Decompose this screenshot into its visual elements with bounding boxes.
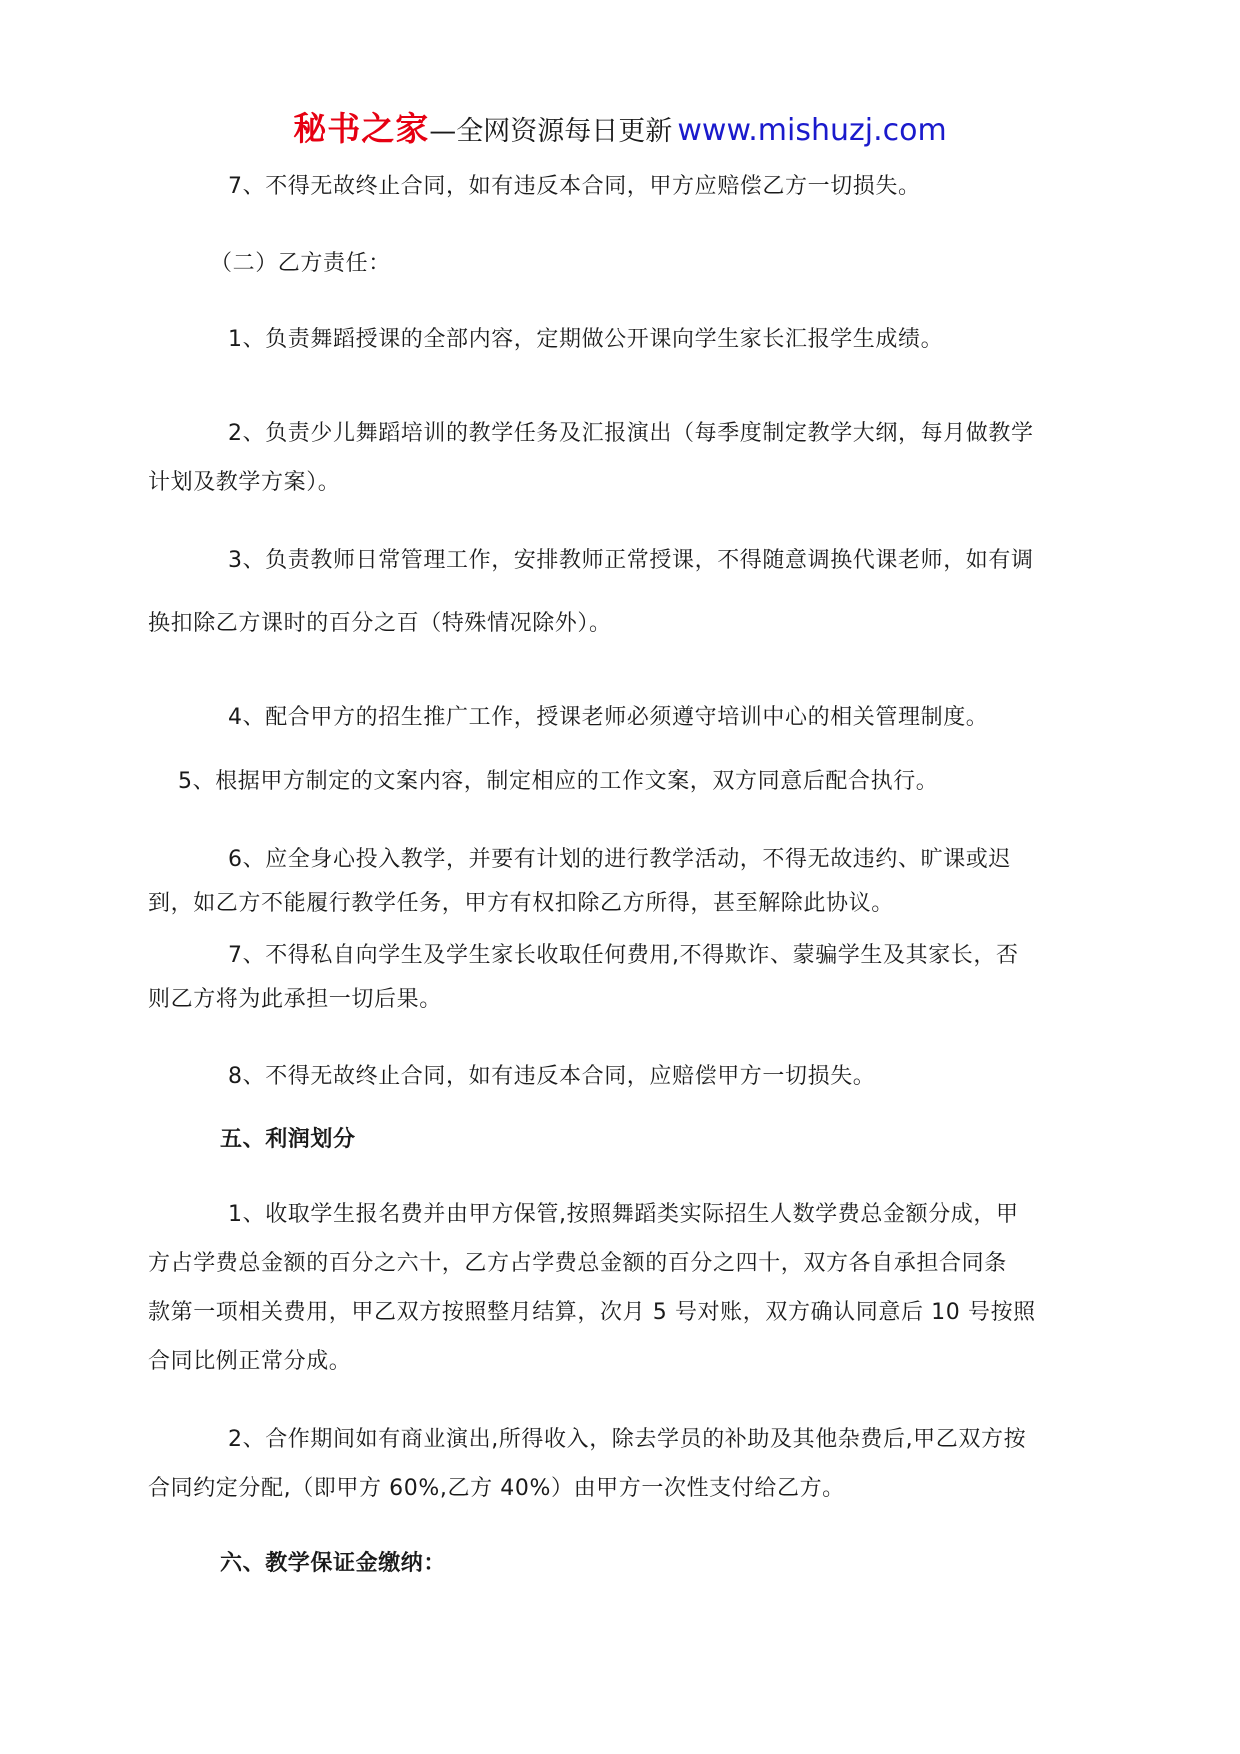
paragraph-b3-line2: 换扣除乙方课时的百分之百（特殊情况除外）。 (148, 611, 612, 636)
paragraph-b2-line1: 2、负责少儿舞蹈培训的教学任务及汇报演出（每季度制定教学大纲，每月做教学 (228, 421, 1034, 446)
paragraph-profit1-line2: 方占学费总金额的百分之六十，乙方占学费总金额的百分之四十，双方各自承担合同条 (148, 1251, 1007, 1276)
paragraph-profit1-line4: 合同比例正常分成。 (148, 1349, 352, 1374)
section-heading-party-b: （二）乙方责任： (210, 251, 391, 276)
brand-name: 秘书之家 (293, 109, 430, 148)
paragraph-b1: 1、负责舞蹈授课的全部内容，定期做公开课向学生家长汇报学生成绩。 (228, 327, 944, 352)
paragraph-profit1-line3: 款第一项相关费用，甲乙双方按照整月结算，次月 5 号对账，双方确认同意后 10 号按照 (148, 1300, 1036, 1325)
paragraph-b6-line1: 6、应全身心投入教学，并要有计划的进行教学活动，不得无故违约、旷课或迟 (228, 847, 1011, 872)
paragraph-b6-line2: 到，如乙方不能履行教学任务，甲方有权扣除乙方所得，甚至解除此协议。 (148, 891, 894, 916)
paragraph-7-party-a: 7、不得无故终止合同，如有违反本合同，甲方应赔偿乙方一切损失。 (228, 174, 921, 199)
paragraph-b8: 8、不得无故终止合同，如有违反本合同，应赔偿甲方一切损失。 (228, 1064, 876, 1089)
paragraph-b3-line1: 3、负责教师日常管理工作，安排教师正常授课，不得随意调换代课老师，如有调 (228, 548, 1034, 573)
site-header (0, 103, 1240, 150)
paragraph-profit1-line1: 1、收取学生报名费并由甲方保管,按照舞蹈类实际招生人数学费总金额分成，甲 (228, 1202, 1019, 1227)
section-heading-deposit: 六、教学保证金缴纳： (220, 1551, 447, 1576)
paragraph-b7-line1: 7、不得私自向学生及学生家长收取任何费用,不得欺诈、蒙骗学生及其家长，否 (228, 943, 1019, 968)
paragraph-profit2-line2: 合同约定分配,（即甲方 60%,乙方 40%）由甲方一次性支付给乙方。 (148, 1476, 845, 1501)
site-url-link[interactable]: www.mishuzj.com (677, 113, 947, 148)
paragraph-b2-line2: 计划及教学方案）。 (148, 470, 341, 495)
header-tagline: —全网资源每日更新 (429, 116, 673, 147)
paragraph-profit2-line1: 2、合作期间如有商业演出,所得收入，除去学员的补助及其他杂费后,甲乙双方按 (228, 1427, 1027, 1452)
paragraph-b4: 4、配合甲方的招生推广工作，授课老师必须遵守培训中心的相关管理制度。 (228, 705, 989, 730)
paragraph-b7-line2: 则乙方将为此承担一切后果。 (148, 987, 442, 1012)
section-heading-profit: 五、利润划分 (220, 1127, 356, 1152)
paragraph-b5: 5、根据甲方制定的文案内容，制定相应的工作文案，双方同意后配合执行。 (178, 769, 939, 794)
